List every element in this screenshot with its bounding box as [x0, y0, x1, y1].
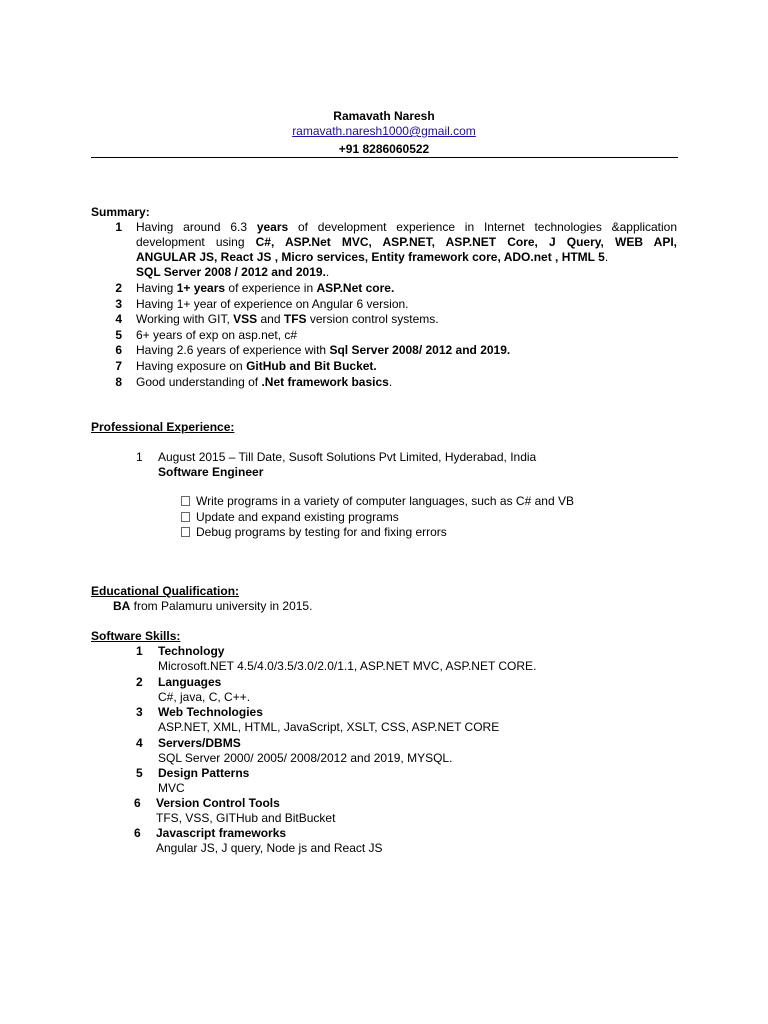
summary-4-mid: and	[257, 312, 284, 326]
summary-4-pre: Working with GIT,	[136, 312, 234, 326]
bullet-box-icon	[181, 512, 190, 522]
summary-num-2: 2	[115, 281, 122, 295]
skill-num: 3	[136, 705, 143, 719]
phone-number: +91 8286060522	[338, 142, 430, 156]
summary-2-bold2: ASP.Net core.	[316, 281, 395, 295]
skill-label: Languages	[158, 675, 222, 689]
experience-heading: Professional Experience:	[91, 420, 235, 434]
duty-item	[181, 510, 399, 524]
summary-6-bold1: Sql Server 2008/ 2012 and 2019.	[329, 343, 511, 357]
duty-text: Update and expand existing programs	[196, 510, 399, 524]
education-text: from Palamuru university in 2015.	[130, 599, 313, 613]
summary-num-6: 6	[115, 343, 122, 357]
summary-num-4: 4	[115, 312, 122, 326]
experience-num: 1	[136, 450, 143, 464]
bullet-box-icon	[181, 496, 190, 506]
summary-8-bold1: .Net framework basics	[261, 375, 389, 389]
duty-item	[181, 525, 447, 539]
summary-num-8: 8	[115, 375, 122, 389]
summary-num-1: 1	[115, 220, 122, 234]
summary-8-pre: Good understanding of	[136, 375, 262, 389]
summary-2-pre: Having	[136, 281, 177, 295]
summary-7-bold1: GitHub and Bit Bucket.	[246, 359, 377, 373]
summary-num-7: 7	[115, 359, 122, 373]
skill-label: Design Patterns	[158, 766, 250, 780]
summary-item-5: 6+ years of exp on asp.net, c#	[136, 328, 298, 342]
summary-heading: Summary:	[91, 205, 150, 219]
summary-4-post: version control systems.	[306, 312, 439, 326]
summary-1-text-a: Having around 6.3	[136, 220, 257, 234]
summary-item-2	[136, 281, 677, 295]
duty-item	[181, 494, 574, 508]
summary-4-bold2: TFS	[283, 312, 307, 326]
duty-text: Write programs in a variety of computer languages, such as C# and VB	[196, 494, 574, 508]
skill-label: Version Control Tools	[156, 796, 280, 810]
summary-item-1-line3	[136, 250, 677, 264]
summary-8-post: .	[388, 375, 393, 389]
experience-job-line: August 2015 – Till Date, Susoft Solutions Pvt Limited, Hyderabad, India	[158, 450, 537, 464]
skill-num: 4	[136, 736, 143, 750]
summary-item-8	[136, 375, 677, 389]
skill-num: 6	[134, 796, 141, 810]
summary-7-pre: Having exposure on	[136, 359, 247, 373]
skill-value: C#, java, C, C++.	[158, 690, 251, 704]
email-text[interactable]: ramavath.naresh1000@gmail.com	[292, 124, 476, 138]
skill-value: SQL Server 2000/ 2005/ 2008/2012 and 2019, MYSQL.	[158, 751, 453, 765]
header-divider	[91, 157, 678, 158]
summary-item-1-line4	[136, 265, 677, 279]
education-degree: BA	[113, 599, 131, 613]
summary-item-1-line2	[136, 235, 677, 249]
summary-item-3: Having 1+ year of experience on Angular 6 version.	[136, 297, 409, 311]
skill-value: ASP.NET, XML, HTML, JavaScript, XSLT, CSS, ASP.NET CORE	[158, 720, 500, 734]
skill-value: Angular JS, J query, Node js and React JS	[156, 841, 383, 855]
summary-6-pre: Having 2.6 years of experience with	[136, 343, 330, 357]
skill-label: Javascript frameworks	[156, 826, 287, 840]
summary-num-5: 5	[115, 328, 122, 342]
summary-item-4	[136, 312, 677, 326]
bullet-box-icon	[181, 527, 190, 537]
skill-num: 6	[134, 826, 141, 840]
skill-label: Web Technologies	[158, 705, 263, 719]
skill-num: 2	[136, 675, 143, 689]
summary-2-bold1: 1+ years	[176, 281, 226, 295]
duty-text: Debug programs by testing for and fixing errors	[196, 525, 447, 539]
summary-1-text-b: of development experience in Internet technologies &application	[288, 220, 678, 234]
experience-role: Software Engineer	[158, 465, 264, 479]
skill-value: TFS, VSS, GITHub and BitBucket	[156, 811, 336, 825]
summary-1-bold-c: ANGULAR JS, React JS , Micro services, Entity framework core, ADO.net , HTML 5	[136, 250, 605, 264]
summary-1-bold-d: SQL Server 2008 / 2012 and 2019.	[136, 265, 326, 279]
summary-1-dot-d: .	[325, 265, 330, 279]
education-heading: Educational Qualification:	[91, 584, 240, 598]
summary-item-6	[136, 343, 677, 357]
summary-1-bold-a: years	[256, 220, 289, 234]
education-detail	[113, 599, 312, 613]
summary-2-mid: of experience in	[225, 281, 317, 295]
skill-value: MVC	[158, 781, 185, 795]
skill-num: 5	[136, 766, 143, 780]
skills-heading: Software Skills:	[91, 629, 181, 643]
summary-1-dot-c: .	[604, 250, 609, 264]
skill-label: Technology	[158, 644, 225, 658]
skill-num: 1	[136, 644, 143, 658]
resume-name: Ramavath Naresh	[333, 109, 435, 123]
skill-label: Servers/DBMS	[158, 736, 241, 750]
summary-1-bold-b: C#, ASP.Net MVC, ASP.NET, ASP.NET Core, J Query, WEB API,	[255, 235, 677, 249]
summary-item-7	[136, 359, 677, 373]
skill-value: Microsoft.NET 4.5/4.0/3.5/3.0/2.0/1.1, ASP.NET MVC, ASP.NET CORE.	[158, 659, 537, 673]
email-link[interactable]	[0, 124, 768, 138]
summary-num-3: 3	[115, 297, 122, 311]
summary-item-1-line1	[136, 220, 677, 234]
summary-1-text-c: development using	[136, 235, 256, 249]
summary-4-bold1: VSS	[233, 312, 258, 326]
